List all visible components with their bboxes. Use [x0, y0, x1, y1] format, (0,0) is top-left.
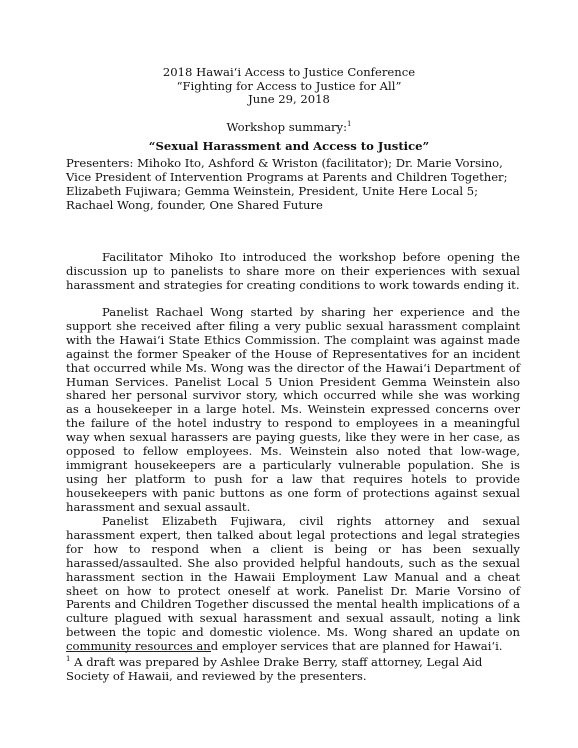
footnote-reference: 1	[347, 120, 352, 129]
footnote-mark: 1	[66, 655, 71, 664]
workshop-label: Workshop summary:	[226, 120, 348, 134]
footnote-divider	[66, 651, 211, 652]
workshop-title: “Sexual Harassment and Access to Justice”	[148, 139, 430, 153]
document-header	[0, 66, 578, 107]
footnote-text: A draft was prepared by Ashlee Drake Berry, staff attorney, Legal Aid Society of Hawaii, and reviewed by the presenters.	[66, 655, 483, 683]
workshop-label-line	[0, 121, 578, 135]
paragraph-wong-weinstein: Panelist Rachael Wong started by sharing her experience and the support she received after filing a very public sexual harassment complaint with the Hawaiʻi State Ethics Commission. The complaint was against made against the former Speaker of the House of Representatives for an incident that occurred while Ms. Wong was the director of the Hawaiʻi Department of Human Services. Panelist Local 5 Union President Gemma Weinstein also shared her personal survivor story, which occurred while she was working as a housekeeper in a large hotel. Ms. Weinstein expressed concerns over the failure of the hotel industry to respond to employees in a meaningful way when sexual harassers are paying guests, like they were in her case, as opposed to fellow employees. Ms. Weinstein also noted that low-wage, immigrant housekeepers are a particularly vulnerable population. She is using her platform to push for a law that requires hotels to provide housekeepers with panic buttons as one form of protections against sexual harassment and sexual assault.	[66, 305, 520, 514]
conference-theme: “Fighting for Access to Justice for All”	[176, 78, 402, 93]
conference-date: June 29, 2018	[248, 92, 330, 106]
paragraph-fujiwara-vorsino: Panelist Elizabeth Fujiwara, civil rights attorney and sexual harassment expert, then talked about legal protections and legal strategies for how to respond when a client is being or has been sexually harassed/assaulted. She also provided helpful handouts, such as the sexual harassment section in the Hawaii Employment Law Manual and a cheat sheet on how to protect oneself at work. Panelist Dr. Marie Vorsino of Parents and Children Together discussed the mental health implications of a culture plagued with sexual harassment and sexual assault, noting a link between the topic and domestic violence. Ms. Wong shared an update on community resources and employer services that are planned for Hawaiʻi.	[66, 514, 520, 654]
footnote	[66, 656, 520, 684]
conference-name: 2018 Hawaiʻi Access to Justice Conference	[162, 65, 416, 79]
paragraph-introduction: Facilitator Mihoko Ito introduced the workshop before opening the discussion up to panelists to share more on their experiences with sexual harassment and strategies for creating conditions to work towards ending it.	[66, 250, 520, 292]
presenters-list: Presenters: Mihoko Ito, Ashford & Wriston (facilitator); Dr. Marie Vorsino, Vice President of Intervention Programs at Parents and Children Together; Elizabeth Fujiwara; Gemma Weinstein, President, Unite Here Local 5; Rachael Wong, founder, One Shared Future	[66, 156, 508, 212]
